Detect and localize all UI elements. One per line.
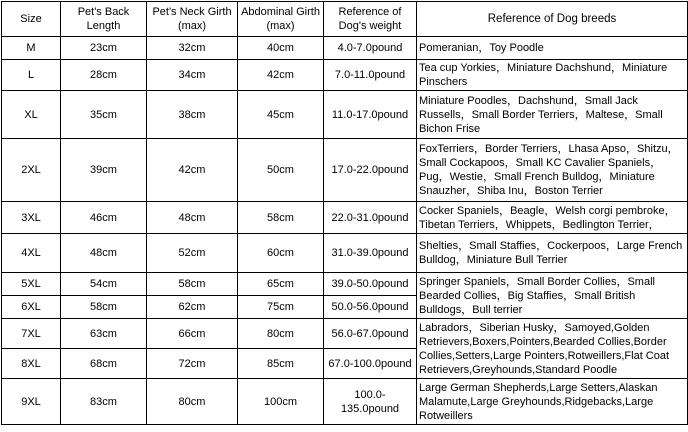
neck-girth-cell: 38cm [147,91,238,139]
breeds-cell: Shelties，Small Staffies，Cockerpoos，Large French Bulldog，Miniature Bull Terrier [417,234,688,273]
back-length-cell: 39cm [61,139,147,202]
abdominal-girth-cell: 40cm [238,37,324,60]
neck-girth-cell: 58cm [147,273,238,296]
neck-girth-cell: 48cm [147,202,238,234]
table-row [2,273,688,296]
breeds-cell: Pomeranian，Toy Poodle [417,37,688,60]
size-cell: 8XL [2,349,61,379]
weight-cell: 17.0-22.0pound [324,139,417,202]
back-length-cell: 23cm [61,37,147,60]
weight-cell: 56.0-67.0pound [324,319,417,349]
back-length-cell: 28cm [61,60,147,91]
size-cell: 7XL [2,319,61,349]
size-cell: 6XL [2,296,61,319]
weight-cell: 31.0-39.0pound [324,234,417,273]
header-neck-girth: Pet's Neck Girth (max) [147,2,238,37]
abdominal-girth-cell: 60cm [238,234,324,273]
weight-cell: 50.0-56.0pound [324,296,417,319]
breeds-cell: Cocker Spaniels，Beagle，Welsh corgi pembroke，Tibetan Terriers，Whippets，Bedlington Terrier， [417,202,688,234]
table-row [2,37,688,60]
table-row [2,379,688,425]
header-abdominal-girth: Abdominal Girth (max) [238,2,324,37]
back-length-cell: 68cm [61,349,147,379]
abdominal-girth-cell: 50cm [238,139,324,202]
abdominal-girth-cell: 85cm [238,349,324,379]
abdominal-girth-cell: 75cm [238,296,324,319]
neck-girth-cell: 72cm [147,349,238,379]
size-chart-table [1,1,688,425]
weight-cell: 7.0-11.0pound [324,60,417,91]
weight-cell: 100.0-135.0pound [324,379,417,425]
neck-girth-cell: 52cm [147,234,238,273]
abdominal-girth-cell: 65cm [238,273,324,296]
weight-cell: 22.0-31.0pound [324,202,417,234]
weight-cell: 39.0-50.0pound [324,273,417,296]
abdominal-girth-cell: 100cm [238,379,324,425]
neck-girth-cell: 42cm [147,139,238,202]
header-weight: Reference of Dog's weight [324,2,417,37]
breeds-cell: Labradors，Siberian Husky，Samoyed,Golden Retrievers,Boxers,Pointers,Bearded Collies,Border Collies,Setters,Large Pointers,Rotweillers,Flat Coat Retrievers,Greyhounds,Standard Poodle [417,319,688,379]
table-row [2,234,688,273]
table-row [2,60,688,91]
table-row [2,91,688,139]
neck-girth-cell: 62cm [147,296,238,319]
header-back-length: Pet's Back Length [61,2,147,37]
weight-cell: 67.0-100.0pound [324,349,417,379]
abdominal-girth-cell: 45cm [238,91,324,139]
back-length-cell: 48cm [61,234,147,273]
neck-girth-cell: 66cm [147,319,238,349]
header-breeds: Reference of Dog breeds [417,2,688,37]
size-cell: 3XL [2,202,61,234]
table-row [2,319,688,349]
abdominal-girth-cell: 42cm [238,60,324,91]
back-length-cell: 63cm [61,319,147,349]
header-row [2,2,688,37]
neck-girth-cell: 34cm [147,60,238,91]
abdominal-girth-cell: 58cm [238,202,324,234]
abdominal-girth-cell: 80cm [238,319,324,349]
back-length-cell: 54cm [61,273,147,296]
size-cell: L [2,60,61,91]
table-row [2,139,688,202]
size-cell: XL [2,91,61,139]
breeds-cell: FoxTerriers，Border Terriers，Lhasa Apso，Shitzu，Small Cockapoos，Small KC Cavalier Spaniels，Pug，Westie，Small French Bulldog，Miniature Snauzher，Shiba Inu，Boston Terrier [417,139,688,202]
neck-girth-cell: 32cm [147,37,238,60]
size-cell: 9XL [2,379,61,425]
breeds-cell: Large German Shepherds,Large Setters,Alaskan Malamute,Large Greyhounds,Ridgebacks,Large Rotweillers [417,379,688,425]
size-cell: M [2,37,61,60]
back-length-cell: 83cm [61,379,147,425]
breeds-cell: Miniature Poodles，Dachshund，Small Jack Russells，Small Border Terriers，Maltese，Small Bichon Frise [417,91,688,139]
size-cell: 2XL [2,139,61,202]
back-length-cell: 58cm [61,296,147,319]
weight-cell: 11.0-17.0pound [324,91,417,139]
breeds-cell: Springer Spaniels，Small Border Collies，Small Bearded Collies，Big Staffies，Small British Bulldogs，Bull terrier [417,273,688,319]
header-size: Size [2,2,61,37]
size-cell: 5XL [2,273,61,296]
size-cell: 4XL [2,234,61,273]
weight-cell: 4.0-7.0pound [324,37,417,60]
breeds-cell: Tea cup Yorkies，Miniature Dachshund，Miniature Pinschers [417,60,688,91]
neck-girth-cell: 80cm [147,379,238,425]
back-length-cell: 35cm [61,91,147,139]
back-length-cell: 46cm [61,202,147,234]
table-row [2,202,688,234]
